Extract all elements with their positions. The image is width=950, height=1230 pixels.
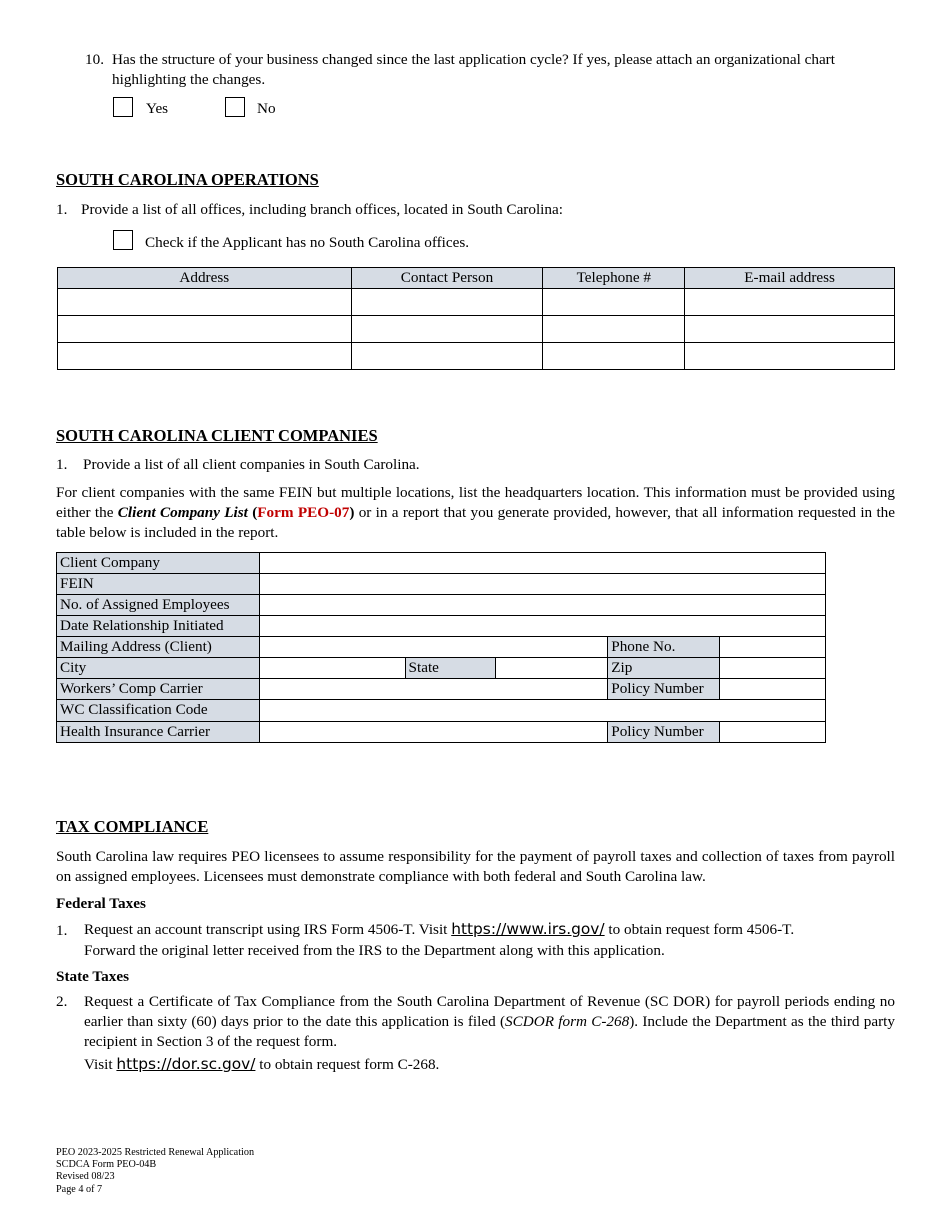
paren: ( [247, 503, 258, 521]
client-companies-heading: SOUTH CAROLINA CLIENT COMPANIES [56, 426, 378, 445]
page-footer [56, 1147, 254, 1196]
federal-text [84, 919, 895, 940]
form-ref: Form PEO-07 [257, 503, 350, 521]
address-cell[interactable] [58, 316, 352, 343]
contact-cell[interactable] [351, 289, 543, 316]
email-cell[interactable] [685, 316, 895, 343]
wc-carrier-label: Workers’ Comp Carrier [57, 679, 260, 700]
table-row [58, 316, 895, 343]
text: to obtain request form C-268. [255, 1056, 440, 1073]
item-number: 1. [56, 922, 68, 939]
telephone-cell[interactable] [543, 289, 685, 316]
wc-code-label: WC Classification Code [57, 700, 260, 721]
yes-label: Yes [146, 100, 169, 117]
contact-cell[interactable] [351, 343, 543, 370]
text: ). Include the Department as the third party recipient in Section 3 of the request form. [84, 1013, 895, 1051]
phone-label: Phone No. [608, 637, 720, 658]
item-number: 1. [56, 456, 68, 473]
assigned-employees-field[interactable] [259, 595, 825, 616]
state-text [84, 992, 895, 1052]
tax-intro: South Carolina law requires PEO licensees to assume responsibility for the payment of payroll taxes and collection of taxes from payroll on assigned employees. Licensees must demonstrate compliance with both federal and South Carolina law. [56, 848, 895, 886]
email-cell[interactable] [685, 343, 895, 370]
form-name: Client Company List [117, 503, 248, 521]
contact-person-header: Contact Person [351, 268, 543, 289]
fein-label: FEIN [57, 574, 260, 595]
wc-carrier-field[interactable] [259, 679, 607, 700]
text: to obtain request form 4506-T. [604, 921, 795, 938]
text: Visit [84, 1056, 117, 1073]
fein-field[interactable] [259, 574, 825, 595]
no-offices-checkbox[interactable] [113, 230, 133, 250]
client-company-table [56, 552, 826, 743]
para-text: For client companies with the same FEIN but multiple locations, list the headquarters location. This information must be provided using either the [56, 484, 895, 521]
health-carrier-field[interactable] [259, 721, 607, 742]
telephone-header: Telephone # [543, 268, 685, 289]
policy-number-label: Policy Number [608, 679, 720, 700]
question-number: 10. [85, 51, 104, 68]
client-companies-paragraph [56, 483, 895, 542]
federal-text-2: Forward the original letter received from the IRS to the Department along with this application. [84, 942, 665, 959]
footer-line: Revised 08/23 [56, 1171, 115, 1183]
wc-code-field[interactable] [259, 700, 825, 721]
date-initiated-field[interactable] [259, 616, 825, 637]
address-cell[interactable] [58, 289, 352, 316]
federal-taxes-heading: Federal Taxes [56, 895, 146, 912]
state-label: State [405, 658, 496, 679]
city-field[interactable] [259, 658, 405, 679]
zip-field[interactable] [720, 658, 826, 679]
policy-number-field[interactable] [720, 679, 826, 700]
irs-link[interactable]: https://www.irs.gov/ [451, 920, 605, 938]
page-number: Page 4 of 7 [56, 1183, 103, 1195]
zip-label: Zip [608, 658, 720, 679]
email-cell[interactable] [685, 289, 895, 316]
item-text: Provide a list of all client companies in South Carolina. [83, 456, 420, 473]
email-header: E-mail address [685, 268, 895, 289]
dor-link[interactable]: https://dor.sc.gov/ [116, 1055, 256, 1073]
tax-compliance-heading: TAX COMPLIANCE [56, 817, 209, 836]
paren: ) [349, 503, 355, 521]
mailing-address-field[interactable] [259, 637, 607, 658]
table-row [58, 343, 895, 370]
no-label: No [257, 100, 276, 117]
footer-line: SCDCA Form PEO-04B [56, 1159, 157, 1171]
item-number: 1. [56, 201, 68, 218]
sc-operations-heading: SOUTH CAROLINA OPERATIONS [56, 170, 319, 189]
address-header: Address [58, 268, 352, 289]
yes-checkbox[interactable] [113, 97, 133, 117]
para-text: or in a report that you generate provided, however, that all information requested in the table below is included in the report. [56, 503, 895, 541]
date-initiated-label: Date Relationship Initiated [57, 616, 260, 637]
address-cell[interactable] [58, 343, 352, 370]
item-text: Provide a list of all offices, including branch offices, located in South Carolina: [81, 201, 563, 218]
no-offices-label: Check if the Applicant has no South Carolina offices. [145, 234, 470, 251]
policy-number-2-label: Policy Number [608, 721, 720, 742]
no-checkbox[interactable] [225, 97, 245, 117]
client-company-field[interactable] [259, 553, 825, 574]
phone-field[interactable] [720, 637, 826, 658]
text: Request an account transcript using IRS Form 4506-T. Visit [84, 921, 452, 938]
city-label: City [57, 658, 260, 679]
offices-table [57, 267, 895, 370]
table-row [58, 289, 895, 316]
assigned-employees-label: No. of Assigned Employees [57, 595, 260, 616]
state-taxes-heading: State Taxes [56, 968, 129, 985]
footer-line: PEO 2023-2025 Restricted Renewal Application [56, 1147, 255, 1158]
health-carrier-label: Health Insurance Carrier [57, 721, 260, 742]
state-field[interactable] [496, 658, 608, 679]
item-number: 2. [56, 993, 68, 1010]
state-form: SCDOR form C-268 [505, 1013, 630, 1031]
text: Request a Certificate of Tax Compliance from the South Carolina Department of Revenue (SC DOR) for payroll periods ending no earlier than sixty (60) days prior to the date this application is filed ( [84, 993, 895, 1031]
telephone-cell[interactable] [543, 316, 685, 343]
question-text: Has the structure of your business changed since the last application cycle? If yes, please attach an organizational chart highlighting the changes. [112, 51, 835, 89]
policy-number-2-field[interactable] [720, 721, 826, 742]
mailing-address-label: Mailing Address (Client) [57, 637, 260, 658]
contact-cell[interactable] [351, 316, 543, 343]
state-visit-text [84, 1054, 895, 1075]
telephone-cell[interactable] [543, 343, 685, 370]
client-company-label: Client Company [57, 553, 260, 574]
